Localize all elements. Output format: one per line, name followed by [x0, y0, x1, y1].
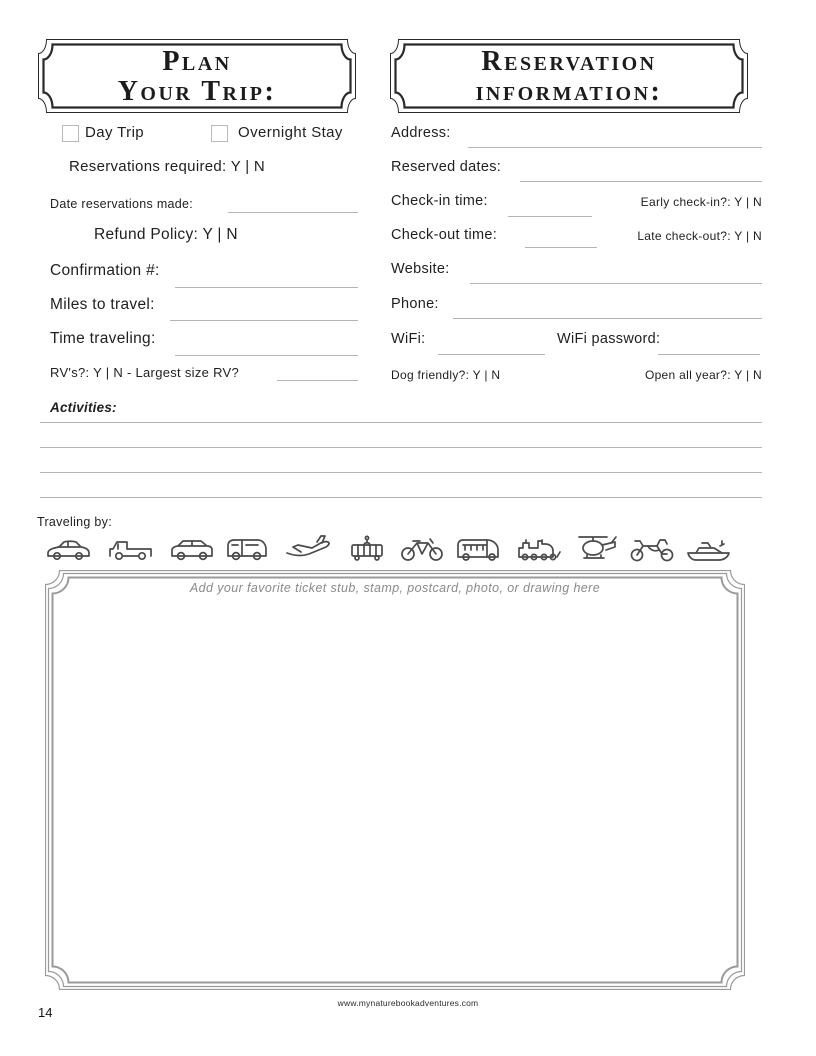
bus-icon: [454, 533, 502, 563]
wifi-password-label: WiFi password:: [557, 331, 661, 347]
miles-to-travel-label: Miles to travel:: [50, 296, 155, 313]
plan-title-box: [38, 39, 356, 113]
wifi-field[interactable]: [438, 354, 545, 355]
overnight-stay-checkbox[interactable]: [211, 125, 228, 142]
yacht-icon: [684, 533, 732, 563]
day-trip-checkbox[interactable]: [62, 125, 79, 142]
largest-rv-field[interactable]: [277, 380, 358, 381]
plan-title-line1: Plan: [162, 46, 232, 77]
website-field[interactable]: [470, 283, 762, 284]
address-field[interactable]: [468, 147, 762, 148]
reserved-dates-field[interactable]: [520, 181, 762, 182]
memory-box: [45, 570, 745, 990]
confirmation-label: Confirmation #:: [50, 262, 160, 279]
website-label: Website:: [391, 261, 450, 277]
refund-policy-label: Refund Policy: Y | N: [94, 226, 238, 243]
suv-icon: [168, 533, 216, 563]
pickup-truck-icon: [106, 533, 154, 563]
reservation-title-box: [390, 39, 748, 113]
van-icon: [223, 533, 271, 563]
reservation-title-line1: Reservation: [481, 46, 657, 77]
memory-box-frame: [45, 570, 745, 990]
date-reservations-made-label: Date reservations made:: [50, 197, 194, 211]
helicopter-icon: [571, 533, 619, 563]
activities-line[interactable]: [40, 422, 762, 423]
memory-box-caption: Add your favorite ticket stub, stamp, postcard, photo, or drawing here: [189, 581, 601, 595]
check-out-time-field[interactable]: [525, 247, 597, 248]
airplane-icon: [284, 533, 332, 563]
time-traveling-field[interactable]: [175, 355, 358, 356]
overnight-stay-label: Overnight Stay: [238, 124, 343, 141]
check-in-time-label: Check-in time:: [391, 193, 488, 209]
steam-train-icon: [514, 533, 562, 563]
footer-url: www.mynaturebookadventures.com: [337, 998, 479, 1008]
reserved-dates-label: Reserved dates:: [391, 159, 502, 175]
wifi-password-field[interactable]: [658, 354, 760, 355]
traveling-by-label: Traveling by:: [37, 515, 112, 529]
activities-line[interactable]: [40, 497, 762, 498]
rvs-label: RV's?: Y | N - Largest size RV?: [50, 365, 240, 380]
tram-icon: [343, 533, 391, 563]
check-in-time-field[interactable]: [508, 216, 592, 217]
dog-friendly-label: Dog friendly?: Y | N: [391, 368, 501, 382]
page-number: 14: [38, 1005, 53, 1020]
reservation-title-line2: information:: [475, 76, 663, 107]
late-check-out-label: Late check-out?: Y | N: [637, 229, 762, 243]
miles-to-travel-field[interactable]: [170, 320, 358, 321]
plan-title-line2: Your Trip:: [117, 76, 277, 107]
phone-field[interactable]: [453, 318, 762, 319]
activities-line[interactable]: [40, 472, 762, 473]
bicycle-icon: [398, 533, 446, 563]
activities-line[interactable]: [40, 447, 762, 448]
car-icon: [44, 533, 92, 563]
time-traveling-label: Time traveling:: [50, 330, 156, 347]
activities-label: Activities:: [50, 400, 117, 415]
date-reservations-made-field[interactable]: [228, 212, 358, 213]
open-all-year-label: Open all year?: Y | N: [644, 368, 762, 382]
check-out-time-label: Check-out time:: [391, 227, 498, 243]
address-label: Address:: [391, 125, 451, 141]
confirmation-field[interactable]: [175, 287, 358, 288]
phone-label: Phone:: [391, 296, 439, 312]
early-check-in-label: Early check-in?: Y | N: [640, 195, 762, 209]
reservations-required-label: Reservations required: Y | N: [69, 158, 266, 175]
day-trip-label: Day Trip: [85, 124, 145, 141]
motorcycle-icon: [628, 533, 676, 563]
wifi-label: WiFi:: [391, 331, 426, 347]
